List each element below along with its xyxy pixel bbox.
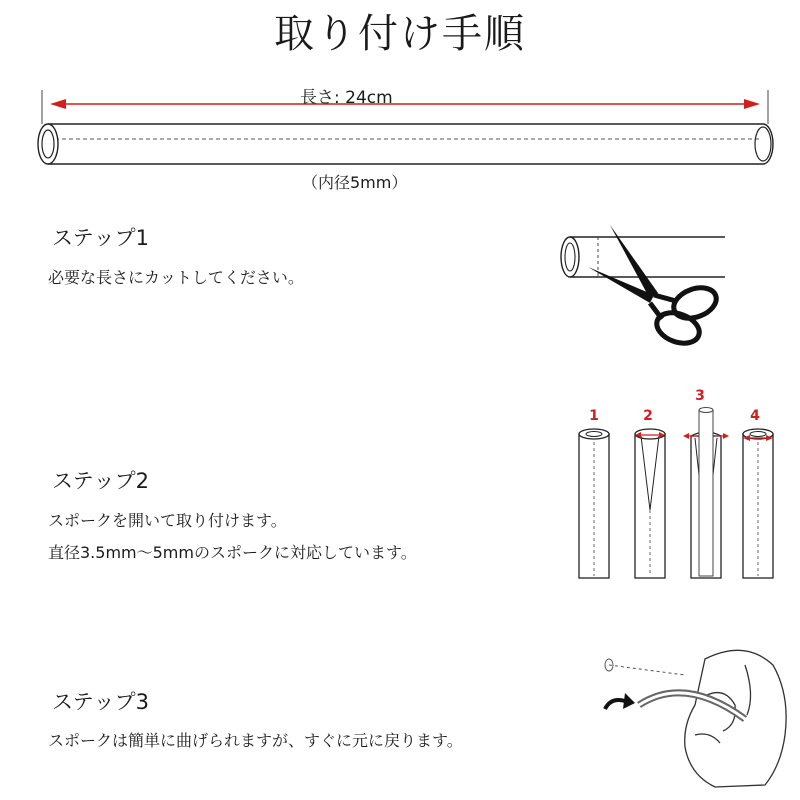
page-title: 取り付け手順	[274, 11, 526, 57]
step3-text: スポークは簡単に曲げられますが、すぐに元に戻ります。	[48, 731, 463, 750]
step2-text-line2: 直径3.5mm〜5mmのスポークに対応しています。	[48, 543, 417, 562]
length-label: 長さ: 24cm	[300, 88, 393, 108]
step3-heading: ステップ3	[52, 690, 149, 714]
tube-stage-2	[635, 429, 665, 578]
sequence-number-4: 4	[750, 408, 760, 424]
hand-illustration	[685, 650, 786, 787]
tube-stage-1	[579, 429, 609, 578]
sequence-number-3: 3	[695, 388, 705, 404]
step1-text: 必要な長さにカットしてください。	[48, 268, 304, 287]
installation-sequence-illustration	[565, 400, 800, 600]
sequence-number-1: 1	[589, 408, 599, 424]
right-arrowhead	[744, 99, 760, 109]
scissors-cut-illustration	[550, 215, 790, 365]
inner-diameter-label: （内径5mm）	[302, 173, 408, 192]
bend-arrow-icon	[605, 693, 635, 709]
step2-heading: ステップ2	[52, 469, 149, 493]
left-arrowhead	[50, 99, 66, 109]
bending-hand-illustration	[595, 635, 795, 795]
step2-text-line1: スポークを開いて取り付けます。	[48, 511, 287, 530]
tube-stage-3	[683, 408, 729, 579]
sequence-number-2: 2	[643, 408, 653, 424]
tube-stage-4	[743, 429, 773, 578]
step1-heading: ステップ1	[52, 226, 149, 250]
scissors-icon	[588, 225, 720, 349]
